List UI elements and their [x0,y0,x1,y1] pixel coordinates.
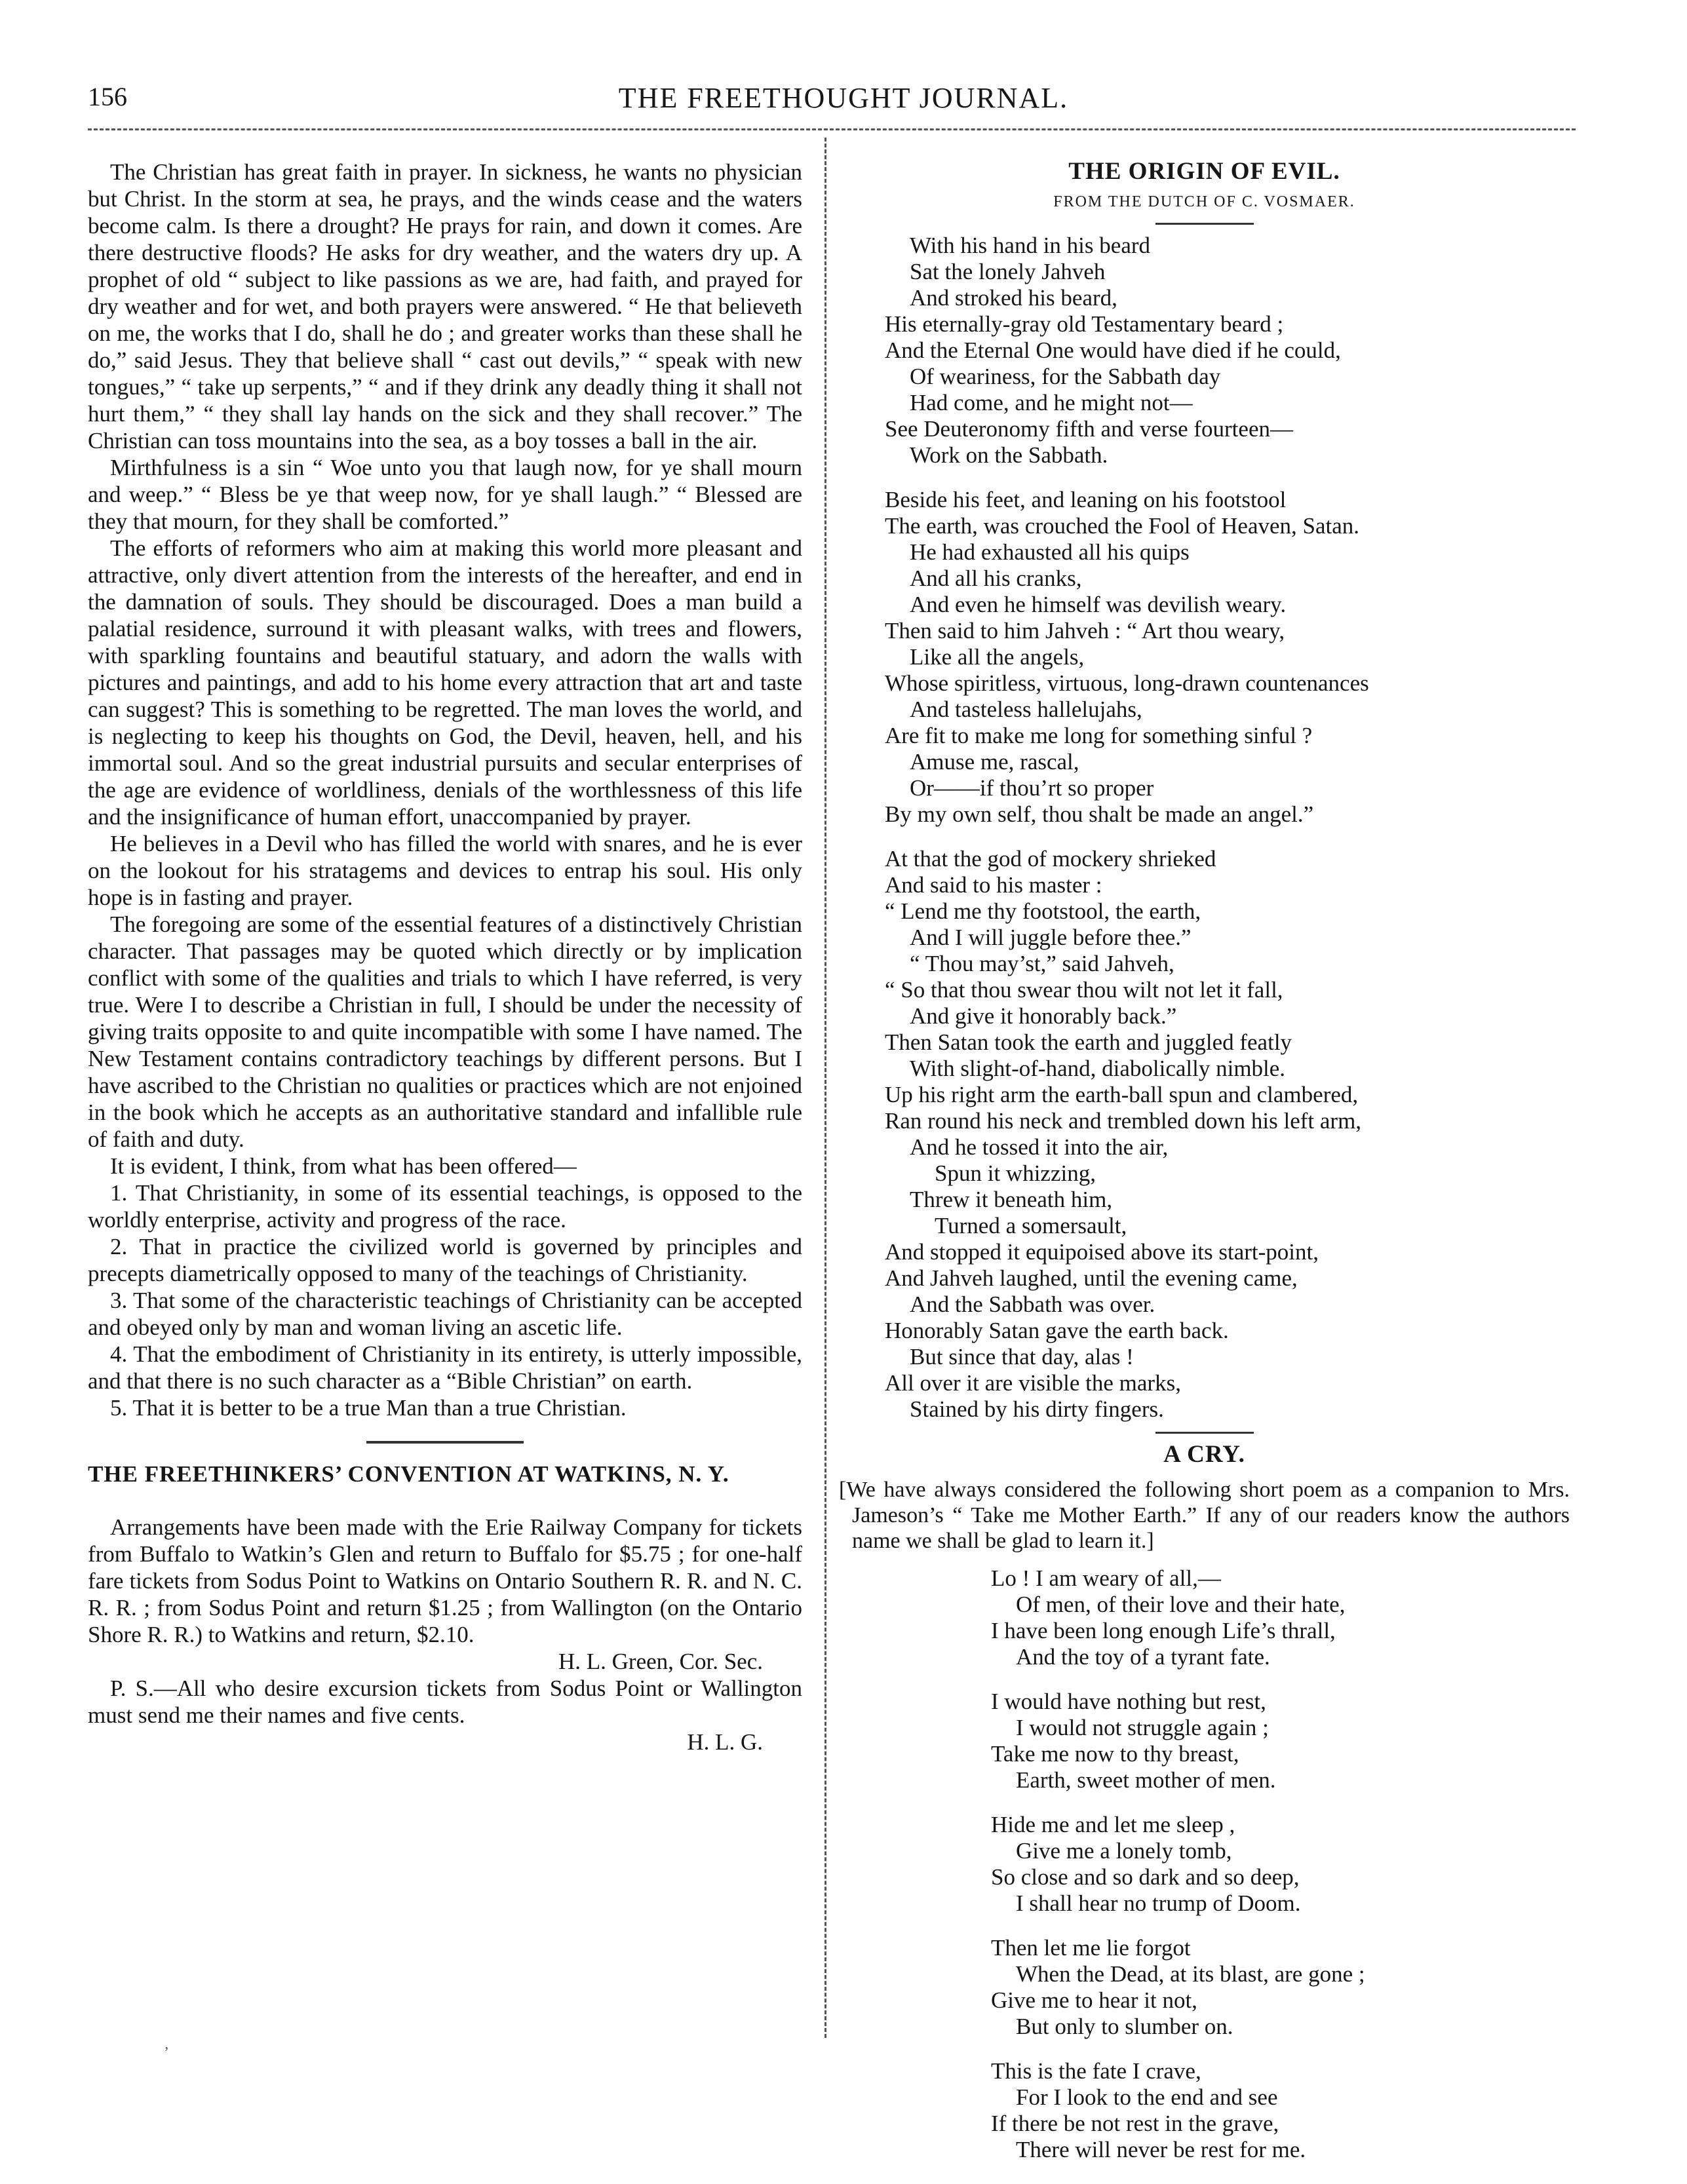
poem-line: And even he himself was devilish weary. [910,592,1287,617]
poem-line: By my own self, thou shalt be made an angel.” [885,801,1314,827]
poem-stanza [885,233,1570,469]
cry-note: [We have always considered the following short poem as a companion to Mrs. Jameson’s “ Take me Mother Earth.” If any of our readers know the authors name we shall be glad to learn it.] [839,1478,1570,1553]
origin-rule [1155,223,1254,225]
section-rule [366,1441,524,1444]
page-number: 156 [88,82,127,111]
poem-line: He had exhausted all his quips [910,539,1190,565]
poem-line: Are fit to make me long for something sinful ? [885,723,1313,748]
essay-paragraph: 3. That some of the characteristic teachings of Christianity can be accepted and obeyed only by man and woman living an ascetic life. [88,1288,802,1340]
poem-stanza [991,1812,1570,1917]
poem-line: I shall hear no trump of Doom. [1016,1890,1301,1916]
poem-stanza [885,846,1570,1423]
journal-title: THE FREETHOUGHT JOURNAL. [618,82,1069,114]
origin-heading: THE ORIGIN OF EVIL. [1068,158,1340,185]
essay-paragraph: The foregoing are some of the essential features of a distinctively Christian character. That passages may be quoted which directly or by implication conflict with some of the qualities and trials to which I have referred, is very true. Were I to describe a Christian in full, I should be under the necessity of giving traits opposite to and quite incompatible with some I have named. The New Testament contains contradictory teachings by different persons. But I have ascribed to the Christian no qualities or practices which are not enjoined in the book which he accepts as an authoritative standard and infallible rule of faith and duty. [88,911,802,1152]
poem-line: Ran round his neck and trembled down his left arm, [885,1108,1362,1134]
poem-line: Or——if thou’rt so proper [910,775,1154,801]
poem-line: Of men, of their love and their hate, [1016,1592,1346,1617]
poem-line: And I will juggle before thee.” [910,925,1192,950]
essay-paragraphs [88,159,802,1421]
poem-stanza [885,487,1570,828]
poem-line: And stroked his beard, [910,285,1117,311]
poem-line: And give it honorably back.” [910,1003,1177,1029]
convention-heading: THE FREETHINKERS’ CONVENTION AT WATKINS, N. Y. [88,1461,729,1487]
signature-text: H. L. Green, Cor. Sec. [558,1649,763,1674]
poem-line: With slight-of-hand, diabolically nimble. [910,1056,1286,1081]
poem-line: “ Lend me thy footstool, the earth, [885,898,1201,924]
poem-line: If there be not rest in the grave, [991,2111,1279,2136]
poem-line: Take me now to thy breast, [991,1741,1239,1767]
essay-paragraph: The efforts of reformers who aim at making this world more pleasant and attractive, only divert attention from the interests of the hereafter, and end in the damnation of souls. They should be discouraged. Does a man build a palatial residence, surround it with pleasant walks, with trees and flowers, with sparkling fountains and beautiful statuary, and adorn the walls with pictures and paintings, and add to his home every attraction that art and taste can suggest? This is something to be regretted. The man loves the world, and is neglecting to keep his thoughts on God, the Devil, heaven, hell, and his immortal soul. And so the great industrial pursuits and secular enterprises of the age are evidence of worldliness, denials of the worthlessness of this life and the insignificance of human effort, unaccompanied by prayer. [88,535,802,830]
poem-line: For I look to the end and see [1016,2084,1278,2110]
left-column [88,159,802,1755]
right-column [839,159,1570,2163]
essay-paragraph: The Christian has great faith in prayer. In sickness, he wants no physician but Christ. In the storm at sea, he prays, and the winds cease and the waters become calm. Is there a drought? He prays for rain, and down it comes. Are there destructive floods? He asks for dry weather, and the waters dry up. A prophet of old “ subject to like passions as we are, had faith, and prayed for dry weather and for wet, and both prayers were answered. “ He that believeth on me, the works that I do, shall he do ; and greater works than these shall he do,” said Jesus. They that believe shall “ cast out devils,” “ speak with new tongues,” “ take up serpents,” “ and if they drink any deadly thing it shall not hurt them,” “ they shall lay hands on the sick and they shall recover.” The Christian can toss mountains into the sea, as a boy tosses a ball in the air. [88,159,802,453]
postscript: P. S.—All who desire excursion tickets from Sodus Point or Wallington must send me their names and five cents. [88,1676,802,1728]
poem-line: His eternally-gray old Testamentary beard ; [885,311,1284,337]
poem-line: Beside his feet, and leaning on his footstool [885,487,1287,512]
poem-line: And all his cranks, [910,565,1082,591]
origin-poem [885,233,1570,1423]
poem-line: I have been long enough Life’s thrall, [991,1618,1336,1643]
poem-line: Give me to hear it not, [991,1987,1197,2013]
essay-paragraph: 5. That it is better to be a true Man than a true Christian. [110,1395,627,1421]
poem-line: Up his right arm the earth-ball spun and clambered, [885,1082,1359,1107]
poem-line: Hide me and let me sleep , [991,1812,1235,1837]
poem-stanza [991,1689,1570,1793]
poem-line: Whose spiritless, virtuous, long-drawn countenances [885,670,1369,696]
poem-line: And stopped it equipoised above its start-point, [885,1239,1319,1265]
poem-line: With his hand in his beard [910,233,1151,258]
poem-line: Then said to him Jahveh : “ Art thou weary, [885,618,1285,643]
poem-line: And tasteless hallelujahs, [910,697,1142,722]
poem-line: Amuse me, rascal, [910,749,1079,775]
poem-line: When the Dead, at its blast, are gone ; [1016,1961,1365,1987]
poem-line: Then Satan took the earth and juggled featly [885,1029,1292,1055]
origin-subheading: FROM THE DUTCH OF C. VOSMAER. [1053,193,1355,210]
poem-line: Stained by his dirty fingers. [910,1396,1164,1422]
poem-line: See Deuteronomy fifth and verse fourteen— [885,416,1293,442]
poem-line: All over it are visible the marks, [885,1370,1181,1396]
header-rule [88,128,1576,130]
essay-paragraph: 2. That in practice the civilized world is governed by principles and precepts diametrically opposed to many of the teachings of Christianity. [88,1234,802,1286]
poem-line: Then let me lie forgot [991,1935,1191,1961]
poem-line: And the Sabbath was over. [910,1292,1155,1317]
poem-stanza [991,2058,1570,2163]
poem-line: The earth, was crouched the Fool of Heaven, Satan. [885,513,1360,539]
poem-line: At that the god of mockery shrieked [885,846,1216,872]
essay-paragraph: 4. That the embodiment of Christianity in its entirety, is utterly impossible, and that there is no such character as a “Bible Christian” on earth. [88,1341,802,1394]
poem-line: This is the fate I crave, [991,2058,1201,2084]
poem-line: Give me a lonely tomb, [1016,1838,1232,1864]
convention-signature [88,1648,802,1675]
poem-line: And the toy of a tyrant fate. [1016,1644,1270,1670]
poem-line: Work on the Sabbath. [910,442,1108,468]
poem-line: Lo ! I am weary of all,— [991,1565,1221,1591]
poem-line: “ Thou may’st,” said Jahveh, [910,951,1174,976]
convention-body: Arrangements have been made with the Erie Railway Company for tickets from Buffalo to Watkin’s Glen and return to Buffalo for $5.75 ; for one-half fare tickets from Sodus Point to Watkins on Ontario Southern R. R. and N. C. R. R. ; from Sodus Point and return $1.25 ; from Wallington (on the Ontario Shore R. R.) to Watkins and return, $2.10. [88,1514,802,1647]
poem-line: Threw it beneath him, [910,1187,1113,1212]
poem-line: And said to his master : [885,872,1102,898]
poem-line: Of weariness, for the Sabbath day [910,364,1221,389]
postscript-initials: H. L. G. [687,1729,763,1755]
cry-heading: A CRY. [1163,1441,1245,1468]
cry-poem [991,1565,1570,2163]
poem-line: Sat the lonely Jahveh [910,259,1106,284]
poem-stanza [991,1935,1570,2040]
essay-paragraph: Mirthfulness is a sin “ Woe unto you that laugh now, for ye shall mourn and weep.” “ Bless be ye that weep now, for ye shall laugh.” “ Blessed are they that mourn, for they shall be comforted.” [88,455,802,534]
poem-line: Honorably Satan gave the earth back. [885,1318,1229,1343]
poem-line: But since that day, alas ! [910,1344,1134,1370]
poem-stanza [991,1565,1570,1670]
poem-line: Spun it whizzing, [935,1160,1096,1186]
essay-paragraph: It is evident, I think, from what has been offered— [110,1153,577,1179]
cry-rule [1155,1432,1254,1434]
poem-line: And the Eternal One would have died if he could, [885,337,1341,363]
poem-line: There will never be rest for me. [1016,2137,1306,2162]
poem-line: Turned a somersault, [935,1213,1127,1238]
poem-line: I would not struggle again ; [1016,1715,1269,1740]
column-divider [824,138,826,2038]
poem-line: So close and so dark and so deep, [991,1864,1300,1890]
poem-line: “ So that thou swear thou wilt not let it fall, [885,977,1283,1003]
poem-line: Earth, sweet mother of men. [1016,1767,1276,1793]
essay-paragraph: 1. That Christianity, in some of its essential teachings, is opposed to the worldly enterprise, activity and progress of the race. [88,1180,802,1233]
poem-line: Had come, and he might not— [910,390,1193,415]
poem-line: Like all the angels, [910,644,1085,670]
essay-paragraph: He believes in a Devil who has filled the world with snares, and he is ever on the lookout for his stratagems and devices to entrap his soul. His only hope is in fasting and prayer. [88,831,802,910]
poem-line: And he tossed it into the air, [910,1134,1169,1160]
page-mark: ’ [164,2044,169,2061]
poem-line: I would have nothing but rest, [991,1689,1266,1714]
poem-line: But only to slumber on. [1016,2014,1233,2039]
poem-line: And Jahveh laughed, until the evening came, [885,1265,1298,1291]
